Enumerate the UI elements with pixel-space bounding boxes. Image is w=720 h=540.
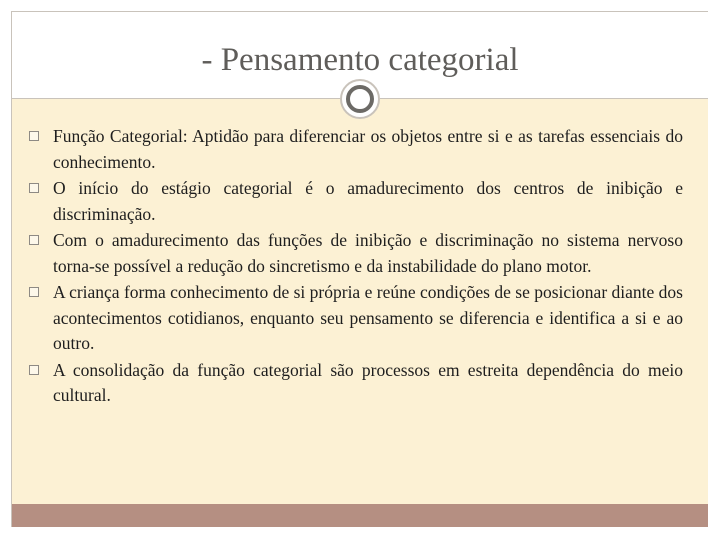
circle-ornament-icon xyxy=(340,79,380,119)
square-bullet-icon xyxy=(29,365,39,375)
square-bullet-icon xyxy=(29,235,39,245)
bullet-list xyxy=(29,124,683,410)
bullet-item xyxy=(29,358,683,409)
bullet-item xyxy=(29,280,683,357)
bottom-bar xyxy=(12,504,708,527)
bullet-text: Função Categorial: Aptidão para diferenciar os objetos entre si e as tarefas essenciais do conhecimento. xyxy=(53,126,683,172)
divider-right xyxy=(380,98,708,99)
bullet-text: O início do estágio categorial é o amadurecimento dos centros de inibição e discriminação. xyxy=(53,178,683,224)
divider-left xyxy=(12,98,340,99)
square-bullet-icon xyxy=(29,183,39,193)
bullet-item xyxy=(29,124,683,175)
bullet-text: A consolidação da função categorial são processos em estreita dependência do meio cultural. xyxy=(53,359,683,405)
bullet-text: Com o amadurecimento das funções de inibição e discriminação no sistema nervoso torna-se possível a redução do sincretismo e da instabilidade do plano motor. xyxy=(53,230,683,276)
circle-ornament-inner xyxy=(346,85,374,113)
square-bullet-icon xyxy=(29,287,39,297)
bullet-item xyxy=(29,176,683,227)
square-bullet-icon xyxy=(29,131,39,141)
bullet-item xyxy=(29,228,683,279)
bullet-text: A criança forma conhecimento de si própria e reúne condições de se posicionar diante dos acontecimentos cotidianos, enquanto seu pensamento se diferencia e identifica a si e ao outro. xyxy=(53,282,683,353)
slide-title: - Pensamento categorial xyxy=(201,42,519,78)
